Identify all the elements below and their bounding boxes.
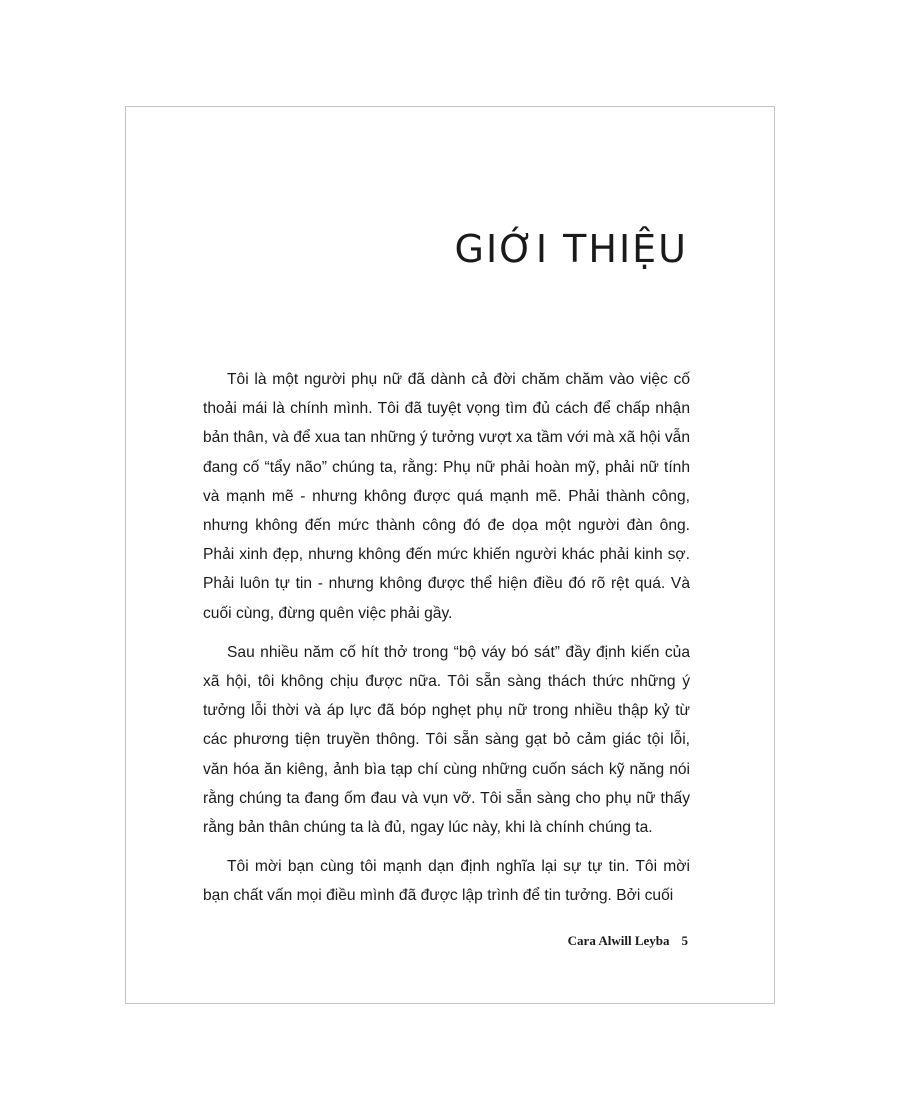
footer-author: Cara Alwill Leyba	[567, 933, 670, 948]
page-footer	[568, 933, 688, 949]
book-page	[125, 106, 775, 1004]
paragraph-3: Tôi mời bạn cùng tôi mạnh dạn định nghĩa lại sự tự tin. Tôi mời bạn chất vấn mọi điều mình đã được lập trình để tin tưởng. Bởi cuối	[203, 858, 690, 905]
paragraph-2: Sau nhiều năm cố hít thở trong “bộ váy bó sát” đầy định kiến của xã hội, tôi không chịu được nữa. Tôi sẵn sàng thách thức những ý tưởng lỗi thời và áp lực đã bóp nghẹt phụ nữ trong nhiều thập kỷ từ các phương tiện truyền thông. Tôi sẵn sàng gạt bỏ cảm giác tội lỗi, văn hóa ăn kiêng, ảnh bìa tạp chí cùng những cuốn sách kỹ năng nói rằng chúng ta đang ốm đau và vụn vỡ. Tôi sẵn sàng cho phụ nữ thấy rằng bản thân chúng ta là đủ, ngay lúc này, khi là chính chúng ta.	[203, 643, 690, 837]
chapter-body	[203, 365, 690, 921]
chapter-title: GIỚI THIỆU	[454, 227, 688, 271]
page-number: 5	[681, 933, 688, 948]
paragraph-1: Tôi là một người phụ nữ đã dành cả đời chăm chăm vào việc cố thoải mái là chính mình. Tôi đã tuyệt vọng tìm đủ cách để chấp nhận bản thân, và để xua tan những ý tưởng vượt xa tầm với mà xã hội vẫn đang cố “tẩy não” chúng ta, rằng: Phụ nữ phải hoàn mỹ, phải nữ tính và mạnh mẽ - nhưng không được quá mạnh mẽ. Phải thành công, nhưng không đến mức thành công đó đe dọa một người đàn ông. Phải xinh đẹp, nhưng không đến mức khiến người khác phải kinh sợ. Phải luôn tự tin - nhưng không được thể hiện điều đó rõ rệt quá. Và cuối cùng, đừng quên việc phải gầy.	[203, 371, 690, 622]
